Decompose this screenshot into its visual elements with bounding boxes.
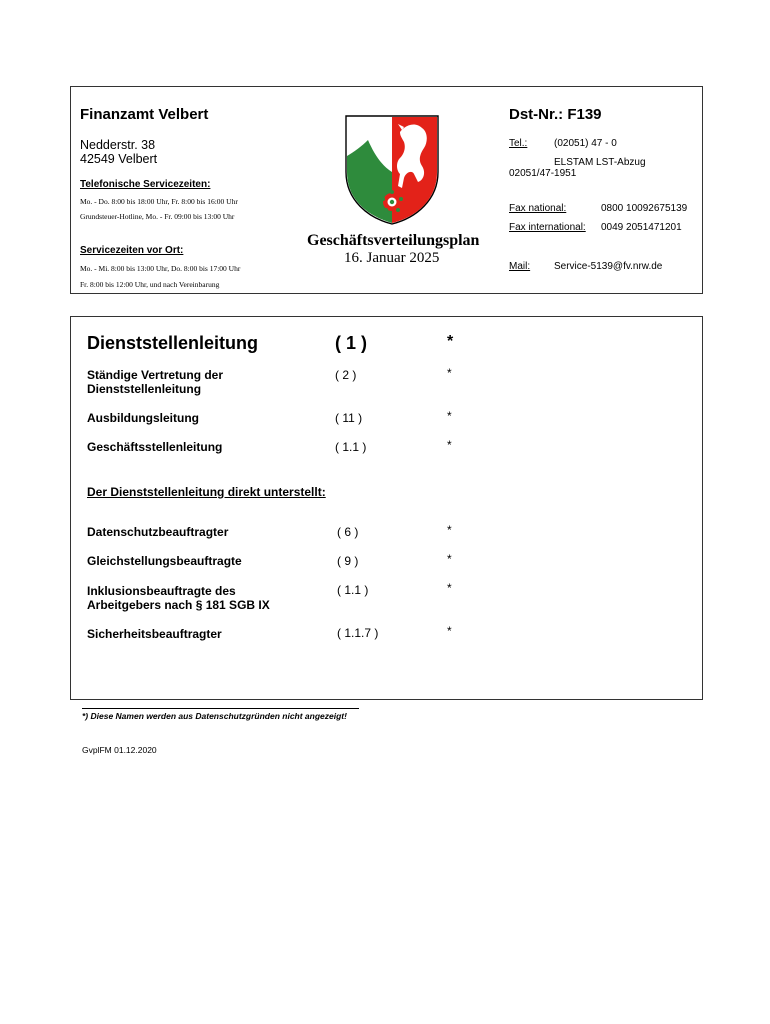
- direct-heading: Der Dienststellenleitung direkt unterstellt:: [87, 485, 326, 499]
- row-code: ( 11 ): [335, 411, 363, 425]
- row-label-line2: Dienststellenleitung: [87, 382, 202, 396]
- plan-title: Geschäftsverteilungsplan: [307, 232, 480, 249]
- mail-value[interactable]: Service-5139@fv.nrw.de: [554, 261, 663, 272]
- row-mark: *: [447, 366, 452, 380]
- plan-date: 16. Januar 2025: [344, 250, 440, 266]
- fax-international-label: Fax international:: [509, 222, 586, 233]
- elstam-label: ELSTAM LST-Abzug: [554, 157, 646, 168]
- fax-national-value[interactable]: 0800 10092675139: [601, 203, 688, 214]
- direct-row-label: Gleichstellungsbeauftragte: [87, 554, 242, 568]
- row-mark: *: [447, 438, 452, 452]
- direct-row-label: Inklusionsbeauftragte des: [87, 584, 236, 598]
- direct-row-code: ( 9 ): [337, 554, 359, 568]
- office-city: 42549 Velbert: [80, 152, 158, 166]
- direct-row-label: Sicherheitsbeauftragter: [87, 627, 222, 641]
- row-label: Ständige Vertretung der: [87, 368, 224, 382]
- row-label: Ausbildungsleitung: [87, 411, 199, 425]
- tel-value[interactable]: (02051) 47 - 0: [554, 138, 617, 149]
- footnote: *) Diese Namen werden aus Datenschutzgründen nicht angezeigt!: [82, 711, 347, 721]
- nrw-coat-of-arms-icon: [344, 114, 440, 226]
- direct-row-code: ( 6 ): [337, 525, 359, 539]
- property-tax-hotline: Grundsteuer-Hotline, Mo. - Fr. 09:00 bis 13:00 Uhr: [80, 212, 235, 221]
- dst-number: Dst-Nr.: F139: [509, 106, 602, 123]
- row-code: ( 2 ): [335, 368, 357, 382]
- service-phone-hours: Mo. - Do. 8:00 bis 18:00 Uhr, Fr. 8:00 bis 16:00 Uhr: [80, 197, 238, 206]
- tel-label: Tel.:: [509, 138, 528, 149]
- direct-row-label-line2: Arbeitgebers nach § 181 SGB IX: [87, 598, 270, 612]
- office-name: Finanzamt Velbert: [80, 106, 209, 123]
- fax-national-label: Fax national:: [509, 203, 567, 214]
- leadership-title-code: ( 1 ): [335, 333, 368, 353]
- row-label: Geschäftsstellenleitung: [87, 440, 223, 454]
- office-street: Nedderstr. 38: [80, 138, 156, 152]
- direct-row-mark: *: [447, 581, 452, 595]
- service-phone-heading: Telefonische Servicezeiten:: [80, 179, 211, 190]
- mail-label: Mail:: [509, 261, 531, 272]
- direct-row-label: Datenschutzbeauftragter: [87, 525, 229, 539]
- row-code: ( 1.1 ): [335, 440, 367, 454]
- onsite-heading: Servicezeiten vor Ort:: [80, 245, 184, 256]
- fax-international-value[interactable]: 0049 2051471201: [601, 222, 682, 233]
- form-id: GvplFM 01.12.2020: [82, 745, 157, 755]
- footnote-rule: [82, 708, 359, 709]
- direct-row-mark: *: [447, 523, 452, 537]
- direct-row-mark: *: [447, 552, 452, 566]
- direct-row-code: ( 1.1.7 ): [337, 626, 379, 640]
- direct-row-mark: *: [447, 624, 452, 638]
- direct-row-code: ( 1.1 ): [337, 583, 369, 597]
- elstam-value[interactable]: 02051/47-1951: [509, 168, 577, 179]
- leadership-title: Dienststellenleitung: [87, 333, 259, 353]
- row-mark: *: [447, 409, 452, 423]
- onsite-hours-1: Mo. - Mi. 8:00 bis 13:00 Uhr, Do. 8:00 bis 17:00 Uhr: [80, 264, 241, 273]
- onsite-hours-2: Fr. 8:00 bis 12:00 Uhr, und nach Vereinbarung: [80, 280, 220, 289]
- leadership-title-mark: *: [447, 333, 454, 350]
